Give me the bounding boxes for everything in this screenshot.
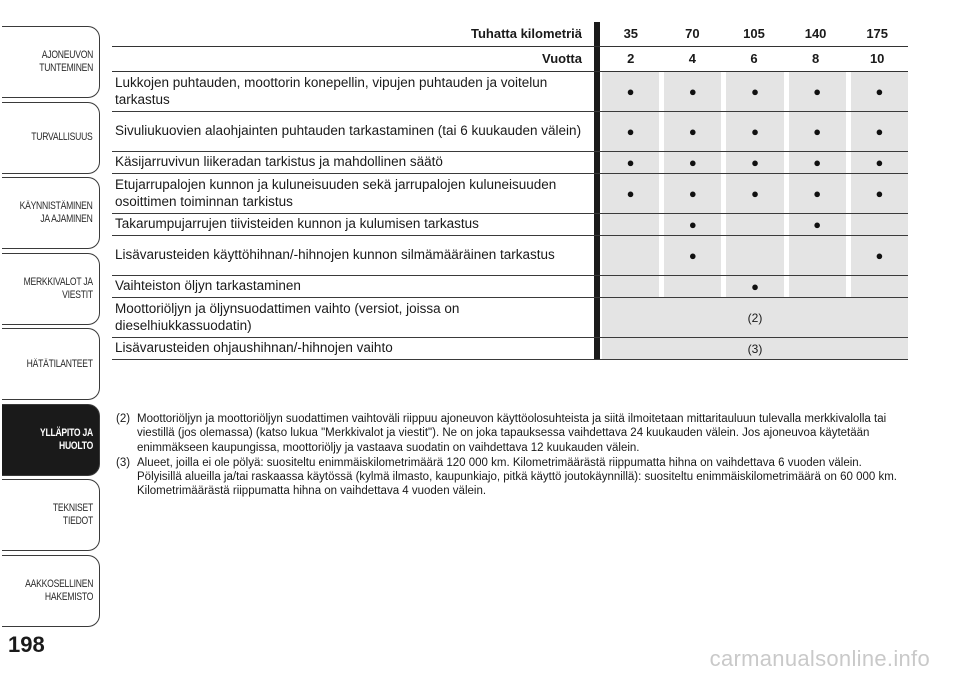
chapter-tab[interactable] <box>2 479 100 551</box>
scheduled-mark: ● <box>851 112 908 151</box>
scheduled-mark: ● <box>602 174 659 213</box>
chapter-tab[interactable] <box>2 253 100 325</box>
chapter-tab-label: AAKKOSELLINEN HAKEMISTO <box>24 577 93 603</box>
footnote <box>116 412 906 455</box>
empty-cell <box>851 276 908 297</box>
chapter-tab-label: MERKKIVALOT JA VIESTIT <box>23 275 93 301</box>
scheduled-mark: ● <box>602 152 659 173</box>
empty-cell <box>789 276 846 297</box>
table-body <box>112 72 908 360</box>
interval-cells <box>600 72 908 111</box>
scheduled-mark: ● <box>726 174 783 213</box>
scheduled-mark: ● <box>851 72 908 111</box>
table-row <box>112 236 908 276</box>
interval-cells <box>600 174 908 213</box>
scheduled-mark: ● <box>602 112 659 151</box>
scheduled-mark: ● <box>789 112 846 151</box>
maintenance-item: Lisävarusteiden käyttöhihnan/-hihnojen kunnon silmämääräinen tarkastus <box>115 247 555 263</box>
scheduled-mark: ● <box>664 72 721 111</box>
scheduled-mark: ● <box>789 72 846 111</box>
table-row <box>112 112 908 152</box>
year-value: 2 <box>627 51 635 66</box>
footnotes <box>116 412 906 500</box>
interval-cells <box>600 236 908 275</box>
footnote-text: Alueet, joilla ei ole pölyä: suositeltu enimmäiskilometrimäärä 120 000 km. Kilometrimäärästä riippumatta hihna on vaihdettava 6 vuoden välein. Pölyisillä alueilla ja/tai raskaassa käytössä (kylmä ilmasto, kaupunkiajo, pitkä käyttö joutokäynnillä): suositeltu enimmäiskilometrimäärä on 60 000 km. Kilometrimäärästä riippumatta hihna on vaihdettava 4 vuoden välein. <box>137 456 897 498</box>
chapter-tab-label: TURVALLISUUS <box>31 131 93 143</box>
chapter-tab[interactable] <box>2 404 100 476</box>
scheduled-mark: ● <box>851 236 908 275</box>
chapter-tab[interactable] <box>2 555 100 627</box>
maintenance-item: Lisävarusteiden ohjaushihnan/-hihnojen vaihto <box>115 340 393 356</box>
header-km-row <box>112 22 908 47</box>
km-value: 105 <box>743 26 765 41</box>
empty-cell <box>602 236 659 275</box>
interval-cells <box>600 112 908 151</box>
year-value: 4 <box>688 51 696 66</box>
empty-cell <box>789 236 846 275</box>
empty-cell <box>602 276 659 297</box>
table-row <box>112 174 908 214</box>
interval-cells <box>600 152 908 173</box>
km-label: Tuhatta kilometriä <box>470 26 582 41</box>
chapter-tab-label: AJONEUVON TUNTEMINEN <box>39 49 93 74</box>
empty-cell <box>726 214 783 235</box>
maintenance-item: Vaihteiston öljyn tarkastaminen <box>115 278 301 294</box>
scheduled-mark: ● <box>789 152 846 173</box>
table-row <box>112 276 908 298</box>
chapter-tab[interactable] <box>2 102 100 174</box>
scheduled-mark: ● <box>664 112 721 151</box>
chapter-tab-label: KÄYNNISTÄMINEN JA AJAMINEN <box>19 200 93 225</box>
km-value: 35 <box>623 26 639 41</box>
km-value: 140 <box>804 26 827 41</box>
interval-cells <box>600 214 908 235</box>
chapter-tab-label: HÄTÄTILANTEET <box>26 357 93 370</box>
year-value: 8 <box>811 51 820 66</box>
maintenance-item: Käsijarruvivun liikeradan tarkistus ja mahdollinen säätö <box>115 154 443 170</box>
footnote-marker: (3) <box>116 456 131 469</box>
footnote-text: Moottoriöljyn ja moottoriöljyn suodattimen vaihtoväli riippuu ajoneuvon käyttöolosuhteista ja siitä ilmoitetaan mittaritauluun tulevalla merkkivalolla tai viestillä (jos olemassa) (katso lukua "Merkkivalot ja viestit"). Ne on joka tapauksessa vaihdettava 24 kuukauden välein. Jos ajoneuvoa käytetään enimmäkseen kaupungissa, moottoriöljy ja vastaava suodatin on vaihdettava 12 kuukauden välein. <box>137 413 887 454</box>
scheduled-mark: ● <box>789 214 846 235</box>
footnote <box>116 456 906 499</box>
maintenance-schedule-table <box>112 22 908 360</box>
km-value: 70 <box>685 26 700 41</box>
chapter-tab[interactable] <box>2 328 100 400</box>
scheduled-mark: ● <box>851 174 908 213</box>
empty-cell <box>851 214 908 235</box>
chapter-tab[interactable] <box>2 177 100 249</box>
empty-cell <box>726 236 783 275</box>
scheduled-mark: ● <box>726 276 783 297</box>
year-value: 10 <box>869 51 885 66</box>
column-divider <box>594 298 600 337</box>
scheduled-mark: ● <box>664 174 721 213</box>
scheduled-mark: ● <box>602 72 659 111</box>
scheduled-mark: ● <box>851 152 908 173</box>
chapter-tab-label: YLLÄPITO JA HUOLTO <box>39 426 93 452</box>
km-value: 175 <box>866 26 889 41</box>
chapter-tab-label: TEKNISET TIEDOT <box>52 502 93 527</box>
footnote-reference: (2) <box>602 298 908 337</box>
footnote-marker: (2) <box>116 413 131 425</box>
table-row <box>112 298 908 338</box>
maintenance-item: Takarumpujarrujen tiivisteiden kunnon ja kulumisen tarkastus <box>115 216 479 232</box>
empty-cell <box>664 276 721 297</box>
interval-cells <box>600 276 908 297</box>
maintenance-item: Lukkojen puhtauden, moottorin konepellin, vipujen puhtauden ja voitelun tarkastus <box>115 75 548 107</box>
maintenance-item: Sivuliukuovien alaohjainten puhtauden tarkastaminen (tai 6 kuukauden välein) <box>115 123 582 139</box>
maintenance-item: Moottoriöljyn ja öljynsuodattimen vaihto (versiot, joissa on dieselhiukkassuodatin) <box>115 301 460 333</box>
table-row <box>112 72 908 112</box>
scheduled-mark: ● <box>726 112 783 151</box>
empty-cell <box>602 214 659 235</box>
footnote-reference: (3) <box>602 338 908 359</box>
table-row <box>112 338 908 360</box>
column-divider <box>594 338 600 359</box>
chapter-tabs <box>0 0 100 678</box>
table-row <box>112 152 908 174</box>
year-value: 6 <box>750 51 758 66</box>
scheduled-mark: ● <box>726 152 783 173</box>
chapter-tab[interactable] <box>2 26 100 98</box>
page-number: 198 <box>8 632 45 657</box>
scheduled-mark: ● <box>664 236 721 275</box>
year-label: Vuotta <box>542 51 582 66</box>
scheduled-mark: ● <box>789 174 846 213</box>
watermark: carmanualsonline.info <box>709 646 930 671</box>
maintenance-item: Etujarrupalojen kunnon ja kuluneisuuden sekä jarrupalojen kuluneisuuden osoittimen toiminnan tarkistus <box>115 177 557 209</box>
scheduled-mark: ● <box>664 152 721 173</box>
table-row <box>112 214 908 236</box>
scheduled-mark: ● <box>726 72 783 111</box>
scheduled-mark: ● <box>664 214 721 235</box>
header-year-row <box>112 47 908 72</box>
